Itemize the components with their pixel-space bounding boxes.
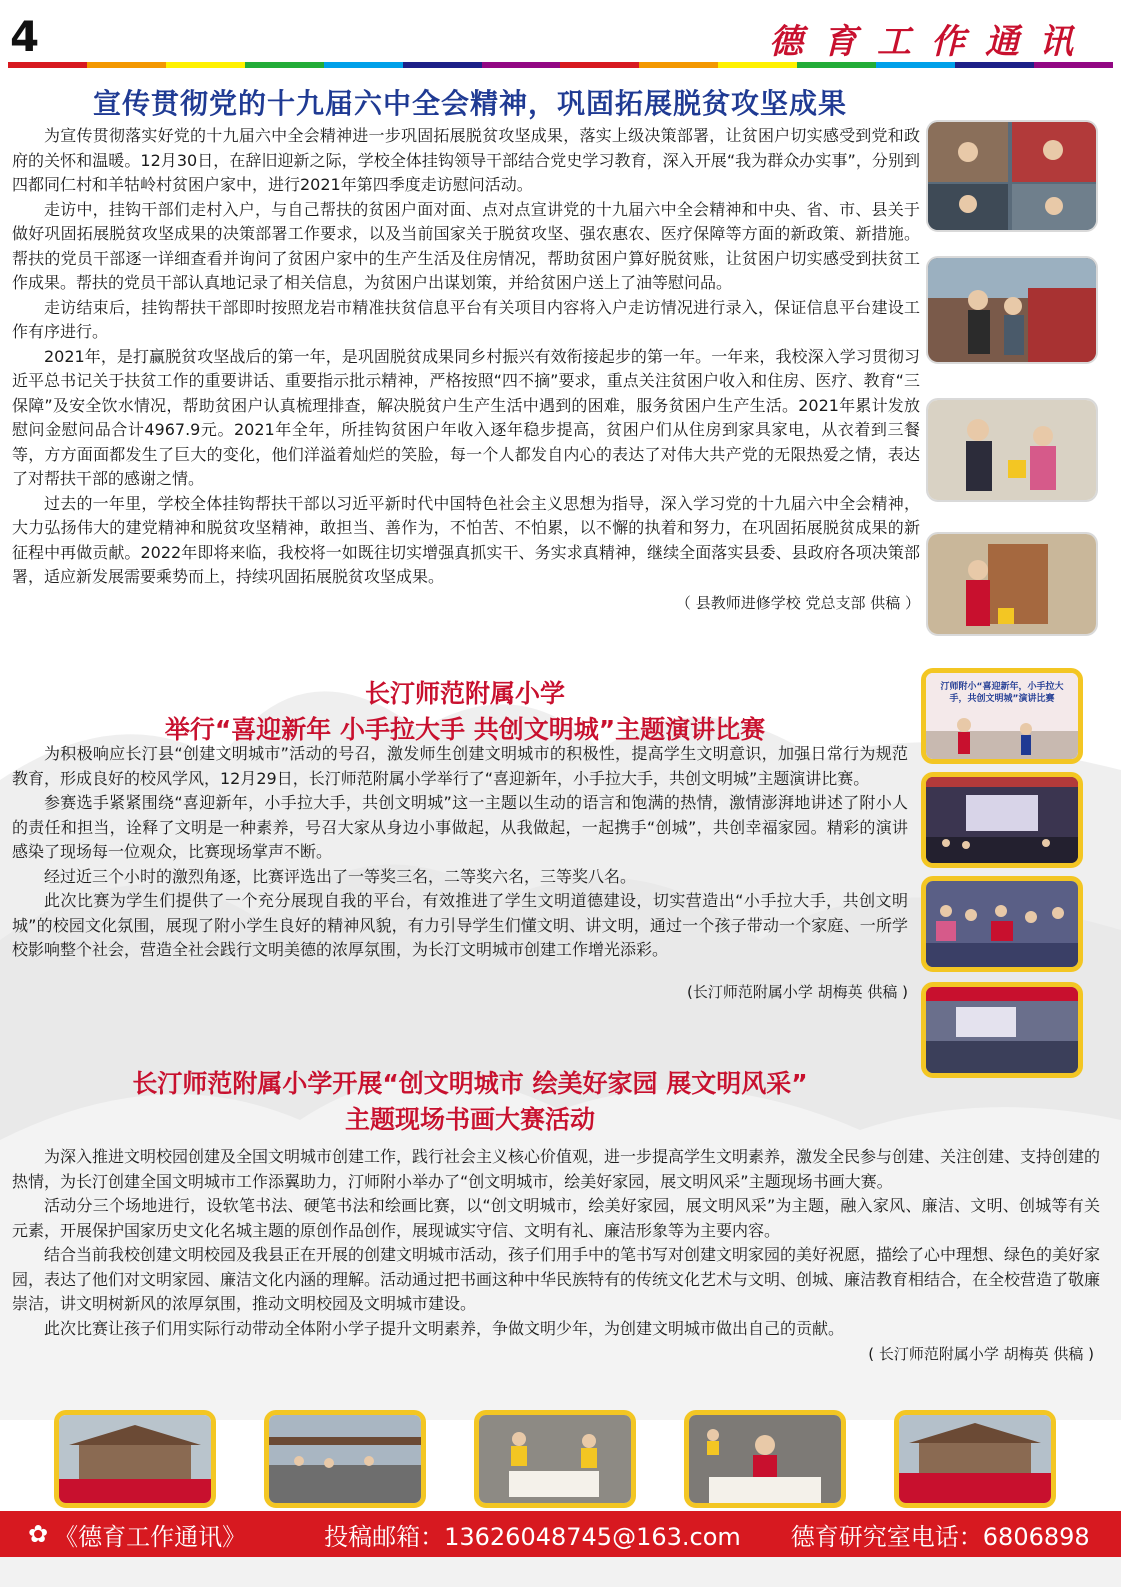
article1-paragraph: 为宣传贯彻落实好党的十九届六中全会精神进一步巩固拓展脱贫攻坚成果，落实上级决策部署，让贫困户切实感受到党和政府的关怀和温暖。12月30日，在辞旧迎新之际，学校全体挂钩领导干部结合党史学习教育，深入开展“我为群众办实事”，分别到四都同仁村和羊牯岭村贫困户家中，进行2021年第四季度走访慰问活动。 — [12, 126, 920, 194]
visit-photo-2 — [926, 256, 1098, 364]
footer-bar — [0, 1511, 1121, 1557]
article2-paragraph: 经过近三个小时的激烈角逐，比赛评选出了一等奖三名，二等奖六名，三等奖八名。 — [44, 866, 637, 886]
rainbow-divider — [8, 62, 1113, 68]
speech-photo-1 — [921, 668, 1083, 764]
visit-photo-3 — [926, 398, 1098, 502]
calligraphy-photo-2 — [264, 1410, 426, 1508]
footer-phone: 德育研究室电话：6806898 — [790, 1522, 1090, 1551]
article2-paragraph: 参赛选手紧紧围绕“喜迎新年，小手拉大手，共创文明城”这一主题以生动的语言和饱满的热情，激情澎湃地讲述了附小人的责任和担当，诠释了文明是一种素养，号召大家从身边小事做起，从我做起，一起携手“创城”，共创幸福家园。精彩的演讲感染了现场每一位观众，比赛现场掌声不断。 — [12, 793, 908, 861]
article3-title-line1: 长汀师范附属小学开展“创文明城市 绘美好家园 展文明风采” — [132, 1069, 808, 1098]
article3-paragraph: 活动分三个场地进行，设软笔书法、硬笔书法和绘画比赛，以“创文明城市，绘美好家园，展文明风采”为主题，融入家风、廉洁、文明、创城等有关元素，开展保护国家历史文化名城主题的原创作品创作，展现诚实守信、文明有礼、廉洁形象等为主要内容。 — [12, 1196, 1100, 1240]
footer-email: 投稿邮箱：13626048745@163.com — [324, 1522, 741, 1551]
speech-photo-3 — [921, 876, 1083, 972]
visit-photo-1 — [926, 120, 1098, 232]
article3-paragraph: 为深入推进文明校园创建及全国文明城市创建工作，践行社会主义核心价值观，进一步提高学生文明素养，激发全民参与创建、关注创建、支持创建的热情，为长汀创建全国文明城市工作添翼助力，汀师附小举办了“创文明城市，绘美好家园，展文明风采”主题现场书画大赛。 — [12, 1147, 1101, 1191]
article1-body — [12, 124, 920, 613]
article2-body — [12, 742, 908, 1002]
calligraphy-photo-5 — [894, 1410, 1056, 1508]
speech-photo-2 — [921, 772, 1083, 868]
article3-body — [12, 1145, 1100, 1364]
visit-photo-4 — [926, 532, 1098, 636]
speech-banner-caption: 汀师附小“喜迎新年，小手拉大手，共创文明城”演讲比赛 — [940, 682, 1064, 704]
article2-title-line2: 举行“喜迎新年 小手拉大手 共创文明城”主题演讲比赛 — [164, 715, 766, 744]
masthead-title: 德育工作通讯 — [769, 22, 1093, 62]
footer-publication: 《德育工作通讯》 — [54, 1522, 247, 1551]
article1-paragraph: 走访中，挂钩干部们走村入户，与自己帮扶的贫困户面对面、点对点宣讲党的十九届六中全会精神和中央、省、市、县关于做好巩固拓展脱贫攻坚成果的决策部署工作要求，以及当前国家关于脱贫攻坚、强农惠农、医疗保障等方面的新政策、新措施。帮扶的党员干部逐一详细查看并询问了贫困户家中的生产生活及住房情况，帮助贫困户算好脱贫账，让贫困户切实感受到扶贫工作成果。帮扶的党员干部认真地记录了相关信息，为贫困户出谋划策，并给贫困户送上了油等慰问品。 — [12, 199, 920, 292]
article2-credit: (长汀师范附属小学 胡梅英 供稿 ) — [686, 982, 908, 1001]
article3-title-line2: 主题现场书画大赛活动 — [344, 1105, 595, 1134]
article2-title-line1: 长汀师范附属小学 — [364, 679, 565, 708]
article2-paragraph: 此次比赛为学生们提供了一个充分展现自我的平台，有效推进了学生文明道德建设，切实营造出“小手拉大手，共创文明城”的校园文化氛围，展现了附小学生良好的精神风貌，有力引导学生们懂文明、讲文明，通过一个孩子带动一个家庭、一所学校影响整个社会，营造全社会践行文明美德的浓厚氛围，为长汀文明城市创建工作增光添彩。 — [12, 891, 908, 959]
calligraphy-photo-1 — [54, 1410, 216, 1508]
article3-credit: ( 长汀师范附属小学 胡梅英 供稿 ) — [868, 1345, 1094, 1363]
article2-paragraph: 为积极响应长汀县“创建文明城市”活动的号召，激发师生创建文明城市的积极性，提高学生文明意识，加强日常行为规范教育，形成良好的校风学风，12月29日，长汀师范附属小学举行了“喜迎新年，小手拉大手，共创文明城”主题演讲比赛。 — [12, 744, 908, 788]
article3-paragraph: 结合当前我校创建文明校园及我县正在开展的创建文明城市活动，孩子们用手中的笔书写对创建文明家园的美好祝愿，描绘了心中理想、绿色的美好家园，表达了他们对文明家园、廉洁文化内涵的理解。活动通过把书画这种中华民族特有的传统文化艺术与文明、创城、廉洁教育相结合，在全校营造了敬廉崇洁，讲文明树新风的浓厚氛围，推动文明校园及文明城市建设。 — [12, 1245, 1101, 1313]
flower-logo-icon: ✿ — [28, 1520, 49, 1548]
article3-paragraph: 此次比赛让孩子们用实际行动带动全体附小学子提升文明素养，争做文明少年，为创建文明城市做出自己的贡献。 — [44, 1318, 845, 1338]
article1-title: 宣传贯彻党的十九届六中全会精神，巩固拓展脱贫攻坚成果 — [92, 87, 847, 120]
page-number: 4 — [10, 12, 40, 61]
article1-credit: （ 县教师进修学校 党总支部 供稿 ） — [675, 593, 920, 612]
article1-paragraph: 过去的一年里，学校全体挂钩帮扶干部以习近平新时代中国特色社会主义思想为指导，深入学习党的十九届六中全会精神，大力弘扬伟大的建党精神和脱贫攻坚精神，敢担当、善作为，不怕苦、不怕累，以不懈的执着和努力，在巩固拓展脱贫成果的新征程中再做贡献。2022年即将来临，我校将一如既往切实增强真抓实干、务实求真精神，继续全面落实县委、县政府各项决策部署，适应新发展需要乘势而上，持续巩固拓展脱贫攻坚成果。 — [12, 493, 920, 586]
article1-paragraph: 2021年，是打赢脱贫攻坚战后的第一年，是巩固脱贫成果同乡村振兴有效衔接起步的第一年。一年来，我校深入学习贯彻习近平总书记关于扶贫工作的重要讲话、重要指示批示精神，严格按照“四不摘”要求，重点关注贫困户收入和住房、医疗、教育“三保障”及安全饮水情况，帮助贫困户认真梳理排查，解决脱贫户生产生活中遇到的困难，服务贫困户生产生活。2021年累计发放慰问金慰问品合计4967.9元。2021年全年，所挂钩贫困户年收入逐年稳步提高，贫困户们从住房到家具家电，从衣着到三餐等，方方面面都发生了巨大的变化，他们洋溢着灿烂的笑脸，每一个人都发自内心的表达了对伟大共产党的无限热爱之情，表达了对帮扶干部的感谢之情。 — [12, 346, 920, 488]
article1-paragraph: 走访结束后，挂钩帮扶干部即时按照龙岩市精准扶贫信息平台有关项目内容将入户走访情况进行录入，保证信息平台建设工作有序进行。 — [12, 297, 920, 341]
article2-title — [0, 676, 930, 748]
article3-title — [0, 1066, 940, 1138]
calligraphy-photo-3 — [474, 1410, 636, 1508]
bottom-margin — [0, 1557, 1121, 1587]
calligraphy-photo-4 — [684, 1410, 846, 1508]
speech-photo-4 — [921, 982, 1083, 1078]
